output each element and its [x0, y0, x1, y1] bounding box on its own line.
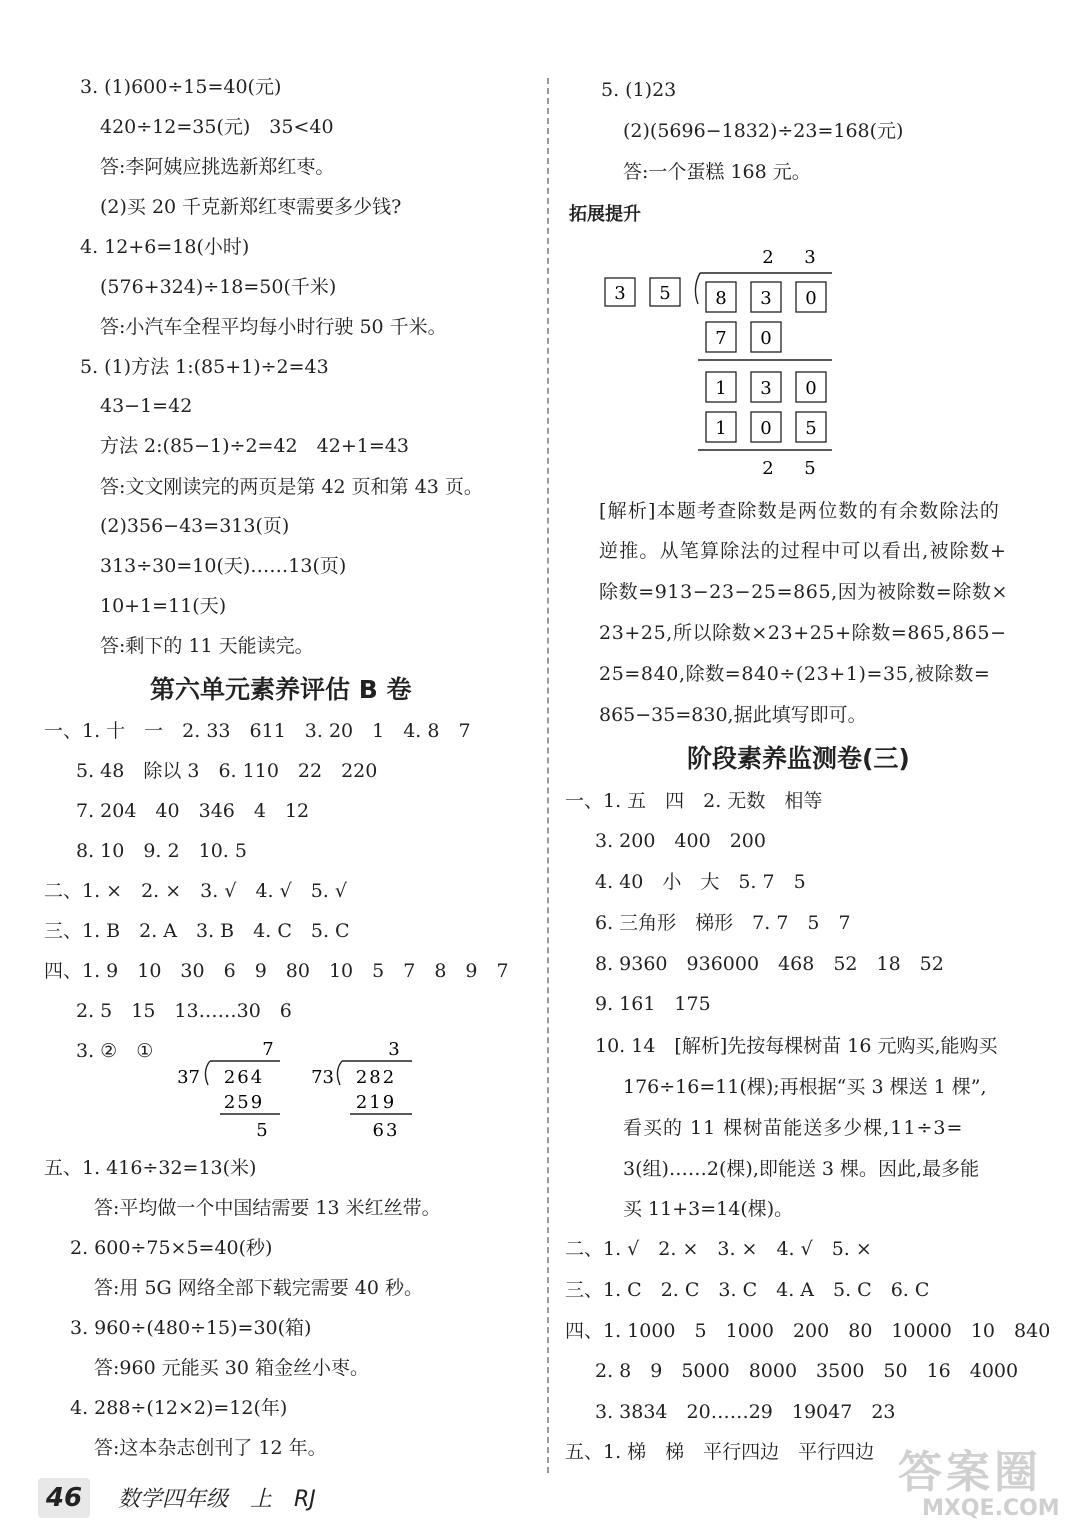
puzzle-product-digit: 0	[760, 328, 772, 349]
answer-line: 2. 8 9 5000 8000 3500 50 16 4000	[595, 1360, 1019, 1382]
division-quotient: 7	[262, 1039, 274, 1060]
puzzle-divisor-digit: 3	[614, 283, 626, 304]
answer-line: 2. 5 15 13……30 6	[76, 1000, 292, 1022]
answer-line: 8. 9360 936000 468 52 18 52	[595, 953, 944, 975]
puzzle-product-digit: 0	[760, 418, 772, 439]
answer-line: (2)(5696−1832)÷23=168(元)	[623, 120, 904, 142]
answer-line: 3. ② ①	[76, 1040, 154, 1062]
answer-line: 2. 600÷75×5=40(秒)	[70, 1237, 273, 1259]
answer-line: 5. 48 除以 3 6. 110 22 220	[76, 760, 378, 782]
section-title: 阶段素养监测卷(三)	[687, 744, 910, 773]
division-remainder: 5	[256, 1120, 268, 1141]
answer-line: 答:960 元能买 30 箱金丝小枣。	[94, 1357, 369, 1379]
answer-line: 答:这本杂志创刊了 12 年。	[94, 1437, 327, 1459]
answer-line: 方法 2:(85−1)÷2=42 42+1=43	[100, 435, 409, 457]
answer-line: 3. 960÷(480÷15)=30(箱)	[70, 1317, 312, 1339]
answer-line: 6. 三角形 梯形 7. 7 5 7	[595, 912, 851, 934]
puzzle-partial-digit: 1	[715, 378, 727, 399]
division-product: 259	[223, 1092, 265, 1113]
division-product: 219	[355, 1092, 397, 1113]
division-dividend: 282	[355, 1067, 397, 1088]
analysis-line: 865−35=830,据此填写即可。	[599, 704, 867, 726]
answer-line: 313÷30=10(天)……13(页)	[100, 555, 347, 577]
answer-line: (576+324)÷18=50(千米)	[100, 276, 337, 298]
answer-line: 答:小汽车全程平均每小时行驶 50 千米。	[100, 316, 447, 338]
answer-line: 四、1. 1000 5 1000 200 80 10000 10 840	[565, 1320, 1051, 1342]
answer-line: 10. 14 [解析]先按每棵树苗 16 元购买,能购买	[595, 1035, 998, 1057]
answer-line: 答:用 5G 网络全部下载完需要 40 秒。	[94, 1277, 424, 1299]
answer-line: 四、1. 9 10 30 6 9 80 10 5 7 8 9 7	[44, 960, 509, 982]
footer-book-title: 数学四年级 上 RJ	[118, 1487, 316, 1512]
page-number: 46	[38, 1478, 90, 1518]
answer-line: 43−1=42	[100, 395, 193, 417]
analysis-line: 逆推。从笔算除法的过程中可以看出,被除数+	[599, 540, 1008, 562]
division-puzzle	[600, 238, 850, 483]
division-quotient: 3	[388, 1039, 400, 1060]
puzzle-dividend-digit: 3	[760, 288, 772, 309]
answer-line: 3. 3834 20……29 19047 23	[595, 1401, 896, 1423]
answer-line: 9. 161 175	[595, 993, 711, 1015]
answer-line: 8. 10 9. 2 10. 5	[76, 840, 247, 862]
answer-line: 一、1. 五 四 2. 无数 相等	[565, 790, 823, 812]
answer-line: 3. 200 400 200	[595, 830, 766, 852]
analysis-line: 除数=913−23−25=865,因为被除数=除数×	[599, 581, 1009, 603]
division-remainder: 63	[372, 1120, 400, 1141]
puzzle-remainder-digit: 2	[762, 458, 774, 479]
division-divisor: 73	[311, 1067, 334, 1088]
answer-line: 4. 12+6=18(小时)	[80, 236, 250, 258]
long-division-2	[306, 1035, 426, 1145]
analysis-line: [解析]本题考查除数是两位数的有余数除法的	[599, 500, 1001, 522]
answer-line: 答:李阿姨应挑选新郑红枣。	[100, 156, 335, 178]
puzzle-product-digit: 1	[715, 418, 727, 439]
analysis-line: 23+25,所以除数×23+25+除数=865,865−	[599, 622, 1007, 644]
puzzle-dividend-digit: 8	[715, 288, 727, 309]
puzzle-remainder-digit: 5	[804, 458, 816, 479]
answer-line: 三、1. C 2. C 3. C 4. A 5. C 6. C	[565, 1279, 930, 1301]
division-divisor: 37	[177, 1067, 200, 1088]
division-dividend: 264	[223, 1067, 265, 1088]
puzzle-quotient-digit: 2	[762, 247, 774, 268]
answer-line: 176÷16=11(棵);再根据“买 3 棵送 1 棵”,	[623, 1076, 987, 1098]
answer-line: 4. 288÷(12×2)=12(年)	[70, 1397, 288, 1419]
watermark-text: 答案圈	[898, 1447, 1042, 1498]
puzzle-divisor-digit: 5	[659, 283, 671, 304]
answer-line: 3(组)……2(棵),即能送 3 棵。因此,最多能	[623, 1158, 980, 1180]
answer-line: 答:剩下的 11 天能读完。	[100, 635, 314, 657]
answer-line: 答:一个蛋糕 168 元。	[623, 161, 811, 183]
watermark-logo	[898, 1436, 1068, 1528]
puzzle-product-digit: 5	[805, 418, 817, 439]
puzzle-quotient-digit: 3	[804, 247, 816, 268]
answer-line: (2)356−43=313(页)	[100, 515, 290, 537]
answer-line: 一、1. 十 一 2. 33 611 3. 20 1 4. 8 7	[44, 720, 471, 742]
answer-line: 5. (1)23	[601, 79, 677, 101]
answer-line: 五、1. 梯 梯 平行四边 平行四边	[565, 1441, 875, 1463]
answer-line: 答:平均做一个中国结需要 13 米红丝带。	[94, 1197, 441, 1219]
puzzle-dividend-digit: 0	[805, 288, 817, 309]
answer-line: 二、1. √ 2. × 3. × 4. √ 5. ×	[565, 1238, 872, 1260]
answer-line: 二、1. × 2. × 3. √ 4. √ 5. √	[44, 880, 347, 902]
answer-line: 三、1. B 2. A 3. B 4. C 5. C	[44, 920, 350, 942]
answer-line: 420÷12=35(元) 35<40	[100, 116, 334, 138]
answer-line: 7. 204 40 346 4 12	[76, 800, 310, 822]
answer-line: 4. 40 小 大 5. 7 5	[595, 871, 806, 893]
watermark-url: MXQE.COM	[922, 1496, 1060, 1521]
answer-line: 看买的 11 棵树苗能送多少棵,11÷3=	[623, 1117, 964, 1139]
answer-line: 10+1=11(天)	[100, 595, 227, 617]
answer-line: 买 11+3=14(棵)。	[623, 1198, 794, 1220]
column-divider	[547, 78, 549, 1473]
puzzle-partial-digit: 3	[760, 378, 772, 399]
answer-line: 答:文文刚读完的两页是第 42 页和第 43 页。	[100, 476, 483, 498]
answer-line: 5. (1)方法 1:(85+1)÷2=43	[80, 356, 329, 378]
analysis-line: 25=840,除数=840÷(23+1)=35,被除数=	[599, 663, 991, 685]
answer-line: 五、1. 416÷32=13(米)	[44, 1157, 257, 1179]
puzzle-product-digit: 7	[715, 328, 727, 349]
answer-line: 3. (1)600÷15=40(元)	[80, 76, 282, 98]
section-title: 第六单元素养评估 B 卷	[150, 675, 412, 704]
answer-line: (2)买 20 千克新郑红枣需要多少钱?	[100, 196, 402, 218]
puzzle-partial-digit: 0	[805, 378, 817, 399]
long-division-1	[177, 1035, 290, 1145]
subheading: 拓展提升	[569, 204, 641, 225]
